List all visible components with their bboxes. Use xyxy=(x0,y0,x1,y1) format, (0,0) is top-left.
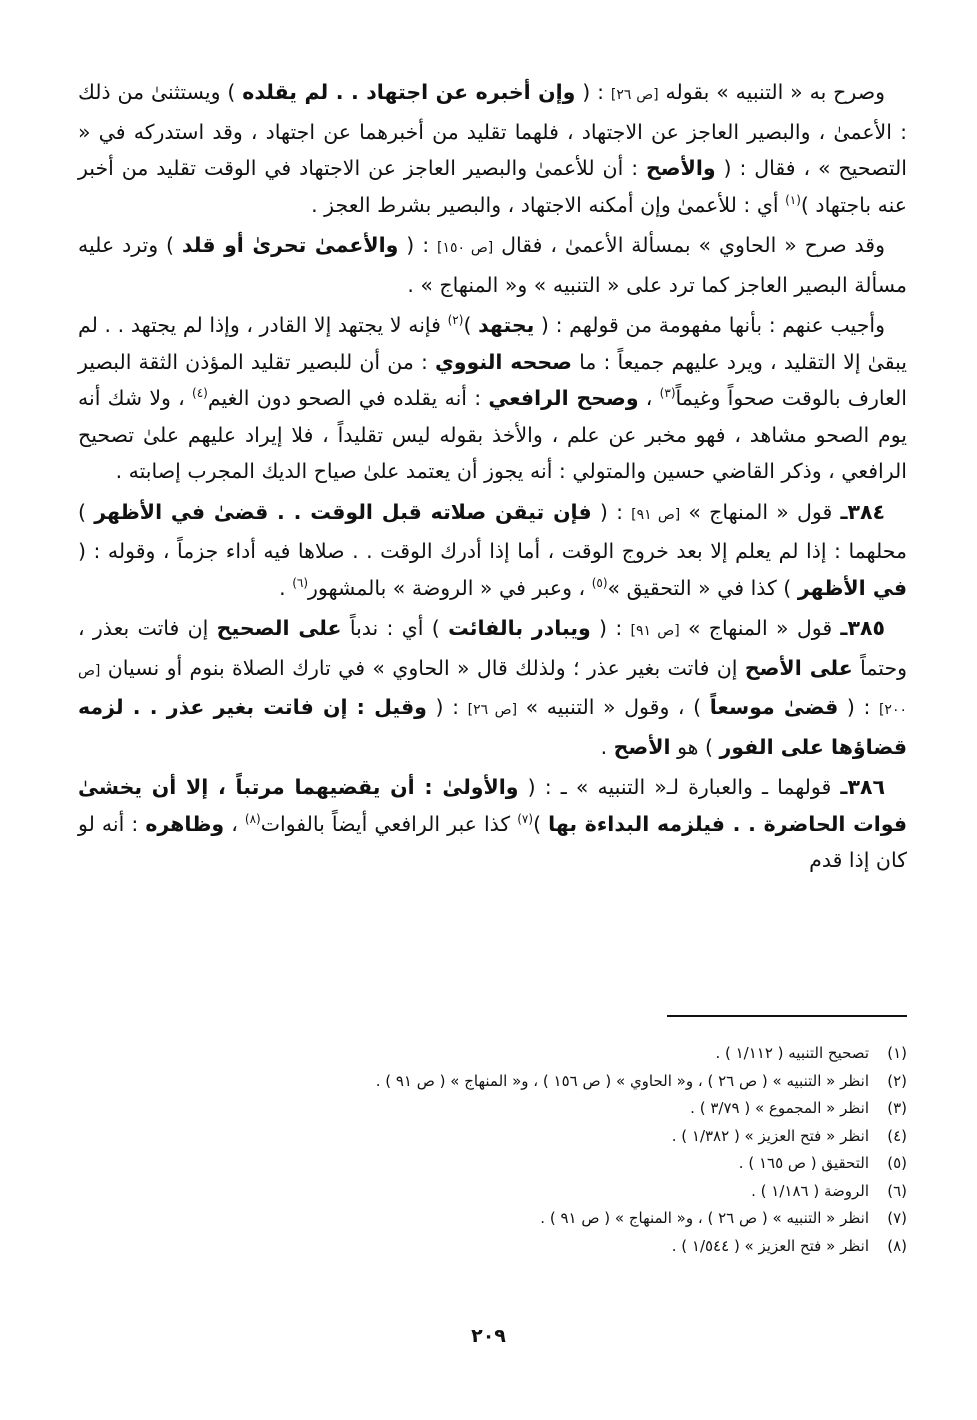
footnote-number: (٥) xyxy=(887,1154,907,1172)
bold-text: والأولىٰ : أن يقضيهما مرتباً ، إلا أن يخشىٰ فوات الحاضرة . . فيلزمه البداءة بها xyxy=(78,775,908,836)
footnote-text: انظر « فتح العزيز » ( ١/٥٤٤ ) . xyxy=(671,1236,869,1255)
footnote-number: (٧) xyxy=(887,1209,907,1227)
footnote-marker: (٢) xyxy=(447,313,464,328)
footnote-text: انظر « المجموع » ( ٣/٧٩ ) . xyxy=(690,1099,869,1117)
page-number: ٢٠٩ xyxy=(471,1325,506,1347)
text-run: إن فاتت بعذر ، وحتماً xyxy=(78,616,908,680)
text-run: : أنه يقلده في الصحو دون الغيم xyxy=(207,386,489,410)
footnote-marker: (٦) xyxy=(292,575,309,590)
bold-text: يجتهد xyxy=(478,313,535,337)
text-run: : ( xyxy=(426,695,468,719)
footnote-number: (١) xyxy=(887,1044,907,1062)
footnote-text: انظر « التنبيه » ( ص ٢٦ ) ، و« الحاوي » ( ص ١٥٦ ) ، و« المنهاج » ( ص ٩١ ) . xyxy=(375,1071,869,1090)
page-reference: [ص ٢٦] xyxy=(610,87,659,103)
footnote xyxy=(78,1178,907,1206)
paragraph-1 xyxy=(78,74,907,223)
bold-text: ٣٨٥ـ xyxy=(840,616,885,640)
bold-text: قضىٰ موسعاً xyxy=(709,695,839,719)
footnote xyxy=(78,1205,907,1233)
footnote-number: (٨) xyxy=(887,1236,907,1255)
bold-text: وإن أخبره عن اجتهاد . . لم يقلده xyxy=(242,80,576,104)
text-run: . xyxy=(600,734,614,759)
text-run: وأجيب عنهم : بأنها مفهومة من قولهم : ( xyxy=(534,313,885,337)
footnote xyxy=(78,1068,907,1096)
bold-text: صححه النووي xyxy=(434,349,572,374)
bold-text: فإن تيقن صلاته قبل الوقت . . قضىٰ في الأظهر xyxy=(94,499,592,524)
text-run: ، ولا شك أنه يوم الصحو مشاهد ، فهو مخبر عن علم ، والأخذ بقوله ليس تقليداً ، فلا إيراد عليهم علىٰ تصحيح الرافعي ، وذكر القاضي حسين والمتولي : أنه يجوز أن يعتمد علىٰ صياح الديك المجرب إصابته . xyxy=(78,386,907,483)
footnote-text: تصحيح التنبيه ( ١/١١٢ ) . xyxy=(715,1044,869,1062)
bold-text: وظاهره xyxy=(145,811,225,836)
footnotes xyxy=(78,1040,907,1260)
text-run: : ( xyxy=(590,616,631,640)
text-run: : ( xyxy=(575,80,611,104)
text-run: : ( xyxy=(838,695,879,719)
text-run: : ( xyxy=(591,499,632,524)
bold-text: الأصح xyxy=(613,734,671,759)
text-run: إن فاتت بغير عذر ؛ ولذلك قال « الحاوي » في تارك الصلاة بنوم أو نسيان xyxy=(100,655,745,680)
bold-text: والأصح xyxy=(646,156,716,180)
bold-text: على الصحيح xyxy=(216,616,342,640)
footnote-text: انظر « التنبيه » ( ص ٢٦ ) ، و« المنهاج » ( ص ٩١ ) . xyxy=(540,1209,869,1227)
bold-text: وقيل : إن فاتت بغير عذر . . لزمه قضاؤها على الفور xyxy=(78,695,907,759)
text-run: أي : للأعمىٰ وإن أمكنه الاجتهاد ، والبصير بشرط العجز . xyxy=(311,192,786,217)
footnote xyxy=(78,1233,907,1261)
footnote xyxy=(78,1095,907,1123)
paragraph-3 xyxy=(78,307,907,490)
page-reference: [ص ٩١] xyxy=(630,623,680,639)
page-reference: [ص ١٥٠] xyxy=(437,240,494,256)
text-run: . xyxy=(279,575,293,600)
page-reference: [ص ٢٦] xyxy=(467,702,518,718)
text-run: فإنه لا يجتهد إلا القادر ، وإذا لم يجتهد . . لم يبقىٰ إلا التقليد ، ويرد عليهم جميعاً : ما xyxy=(78,313,907,374)
text-run: وقد صرح « الحاوي » بمسألة الأعمىٰ ، فقال xyxy=(493,233,885,257)
footnote-marker: (٤) xyxy=(192,386,208,401)
footnote-text: التحقيق ( ص ١٦٥ ) . xyxy=(738,1154,869,1172)
text-run: ) محلهما : إذا لم يعلم إلا بعد خروج الوقت ، أما إذا أدرك الوقت . . صلاها فيه أداء جزماً ، وقوله : ( xyxy=(78,499,907,563)
text-run: ، وعبر في « الروضة » بالمشهور xyxy=(308,575,592,600)
text-run: : أن للأعمىٰ والبصير العاجز عن الاجتهاد في الوقت تقليد من أخبر عنه باجتهاد ) xyxy=(78,156,907,217)
text-run: قول « المنهاج » xyxy=(679,616,841,640)
text-run: : أنه لو كان إذا قدم xyxy=(78,811,907,872)
footnote-number: (٣) xyxy=(887,1099,907,1117)
footnote-marker: (٧) xyxy=(517,811,534,826)
bold-text: على الأصح xyxy=(744,655,853,680)
paragraph-386 xyxy=(78,769,907,879)
main-text xyxy=(78,74,907,883)
bold-text: ٣٨٦ـ xyxy=(840,775,885,799)
paragraph-384 xyxy=(78,494,907,607)
text-run: ) ويستثنىٰ من ذلك : الأعمىٰ ، والبصير العاجز عن الاجتهاد ، فلهما تقليد من أخبرهما عن اجتهاد ، وقد استدركه في « التصحيح » ، فقال : ( xyxy=(78,80,907,180)
text-run: ) كذا في « التحقيق » xyxy=(607,575,798,600)
text-run: : من أن للبصير تقليد المؤذن الثقة البصير العارف بالوقت صحواً وغيماً xyxy=(78,349,907,410)
text-run: ) هو xyxy=(670,734,720,759)
footnote-text: انظر « فتح العزيز » ( ١/٣٨٢ ) . xyxy=(671,1126,869,1145)
footnote xyxy=(78,1150,907,1178)
text-run: ) وترد عليه مسألة البصير العاجز كما ترد على « التنبيه » و« المنهاج » . xyxy=(78,233,907,297)
footnote-marker: (١) xyxy=(785,192,801,207)
footnote xyxy=(78,1123,907,1151)
bold-text: في الأظهر xyxy=(797,575,907,600)
footnote-number: (٤) xyxy=(887,1126,907,1145)
footnote-marker: (٨) xyxy=(244,811,261,826)
text-run: ، xyxy=(638,386,660,410)
text-run: ) أي : ندباً xyxy=(341,616,449,640)
text-run: : ( xyxy=(398,233,437,257)
footnote-marker: (٣) xyxy=(659,386,676,401)
text-run: ، xyxy=(224,811,245,836)
text-run: وصرح به « التنبيه » بقوله xyxy=(658,80,885,104)
text-run: ) xyxy=(533,811,549,836)
page-reference: [ص ٩١] xyxy=(631,506,681,523)
paragraph-385 xyxy=(78,610,907,765)
footnote-text: الروضة ( ١/١٨٦ ) . xyxy=(751,1181,869,1200)
footnote-number: (٦) xyxy=(887,1181,907,1200)
page-reference: [ص ٢٠٠] xyxy=(78,662,907,718)
text-run: ) ، وقول « التنبيه » xyxy=(517,695,710,719)
bold-text: والأعمىٰ تحرىٰ أو قلد xyxy=(181,233,399,257)
footnote xyxy=(78,1040,907,1068)
footnote-number: (٢) xyxy=(887,1071,907,1090)
text-run: قولهما ـ والعبارة لـ« التنبيه » ـ : ( xyxy=(518,775,841,799)
text-run: ) xyxy=(463,313,479,337)
bold-text: ويبادر بالفائت xyxy=(448,616,591,640)
footnote-marker: (٥) xyxy=(591,575,608,590)
bold-text: ٣٨٤ـ xyxy=(840,499,885,524)
paragraph-2 xyxy=(78,227,907,303)
bold-text: وصحح الرافعي xyxy=(488,386,639,410)
text-run: كذا عبر الرافعي أيضاً بالفوات xyxy=(260,811,518,836)
footnote-divider xyxy=(667,1015,907,1017)
text-run: قول « المنهاج » xyxy=(680,499,841,524)
